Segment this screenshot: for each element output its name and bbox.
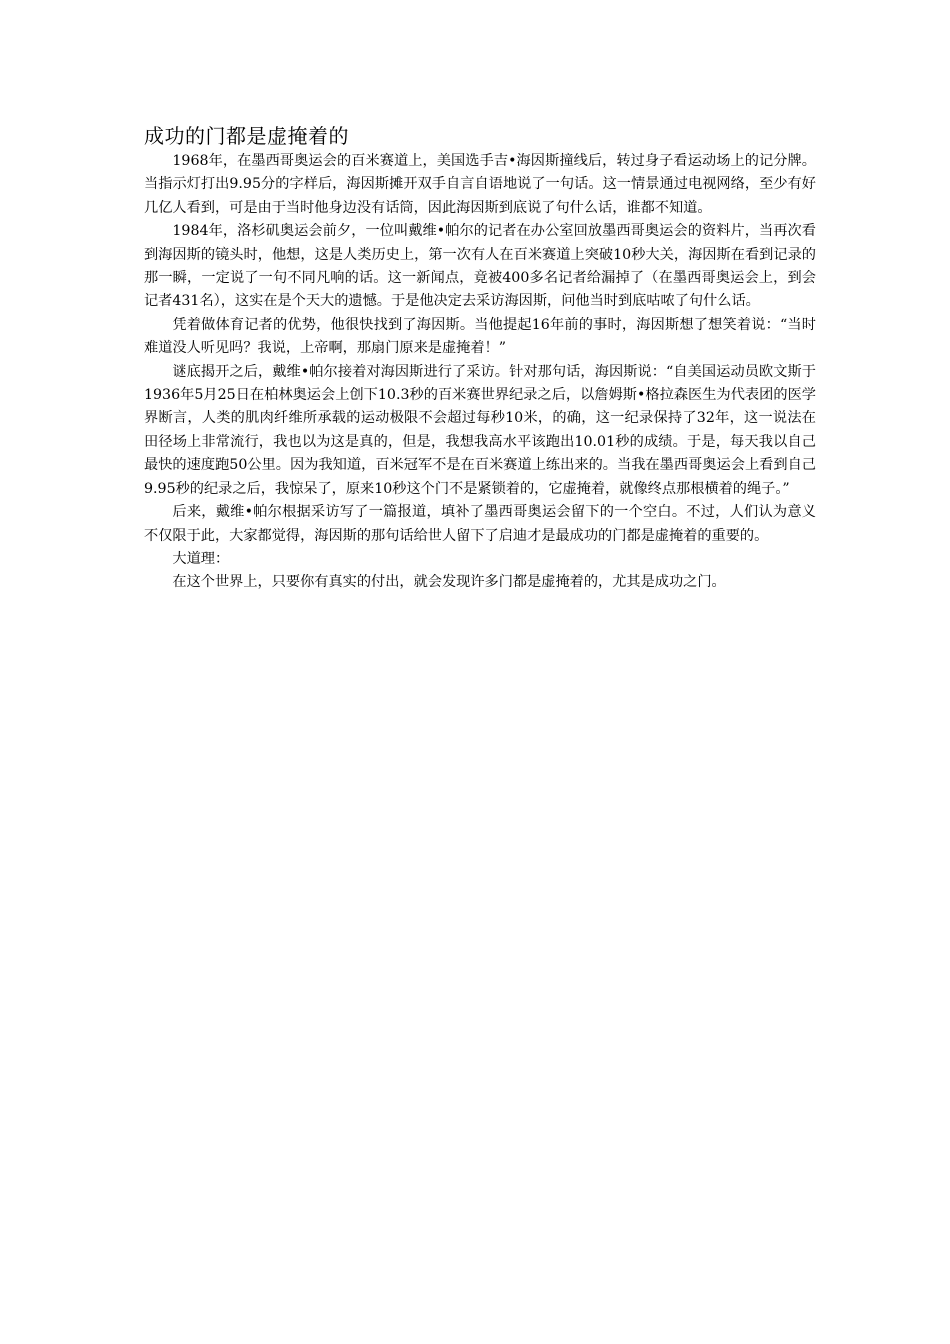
lesson-text: 在这个世界上，只要你有真实的付出，就会发现许多门都是虚掩着的，尤其是成功之门。 (172, 574, 726, 591)
lesson-heading: 大道理： (172, 550, 230, 567)
document-page (144, 122, 816, 595)
document-title: 成功的门都是虚掩着的 (144, 124, 349, 148)
paragraph-5: 后来，戴维•帕尔根据采访写了一篇报道，填补了墨西哥奥运会留下的一个空白。不过，人们认为意义不仅限于此，大家都觉得，海因斯的那句话给世人留下了启迪才是最成功的门都是虚掩着的重要的。 (144, 504, 816, 544)
paragraph-4: 谜底揭开之后，戴维•帕尔接着对海因斯进行了采访。针对那句话，海因斯说：“自美国运动员欧文斯于1936年5月25日在柏林奥运会上创下10.3秒的百米赛世界纪录之后，以詹姆斯•格拉森医生为代表团的医学界断言，人类的肌肉纤维所承载的运动极限不会超过每秒10米，的确，这一纪录保持了32年，这一说法在田径场上非常流行，我也以为这是真的，但是，我想我高水平该跑出10.01秒的成绩。于是，每天我以自己最快的速度跑50公里。因为我知道，百米冠军不是在百米赛道上练出来的。当我在墨西哥奥运会上看到自己9.95秒的纪录之后，我惊呆了，原来10秒这个门不是紧锁着的，它虚掩着，就像终点那根横着的绳子。” (144, 363, 816, 497)
paragraph-2: 1984年，洛杉矶奥运会前夕，一位叫戴维•帕尔的记者在办公室回放墨西哥奥运会的资料片，当再次看到海因斯的镜头时，他想，这是人类历史上，第一次有人在百米赛道上突破10秒大关，海因斯在看到记录的那一瞬，一定说了一句不同凡响的话。这一新闻点，竟被400多名记者给漏掉了（在墨西哥奥运会上，到会记者431名），这实在是个天大的遗憾。于是他决定去采访海因斯，问他当时到底咕哝了句什么话。 (144, 223, 816, 310)
paragraph-1: 1968年，在墨西哥奥运会的百米赛道上，美国选手吉•海因斯撞线后，转过身子看运动场上的记分牌。当指示灯打出9.95分的字样后，海因斯摊开双手自言自语地说了一句话。这一情景通过电视网络，至少有好几亿人看到，可是由于当时他身边没有话筒，因此海因斯到底说了句什么话，谁都不知道。 (144, 153, 816, 216)
paragraph-3: 凭着做体育记者的优势，他很快找到了海因斯。当他提起16年前的事时，海因斯想了想笑着说：“当时难道没人听见吗？我说，上帝啊，那扇门原来是虚掩着！” (144, 316, 816, 357)
